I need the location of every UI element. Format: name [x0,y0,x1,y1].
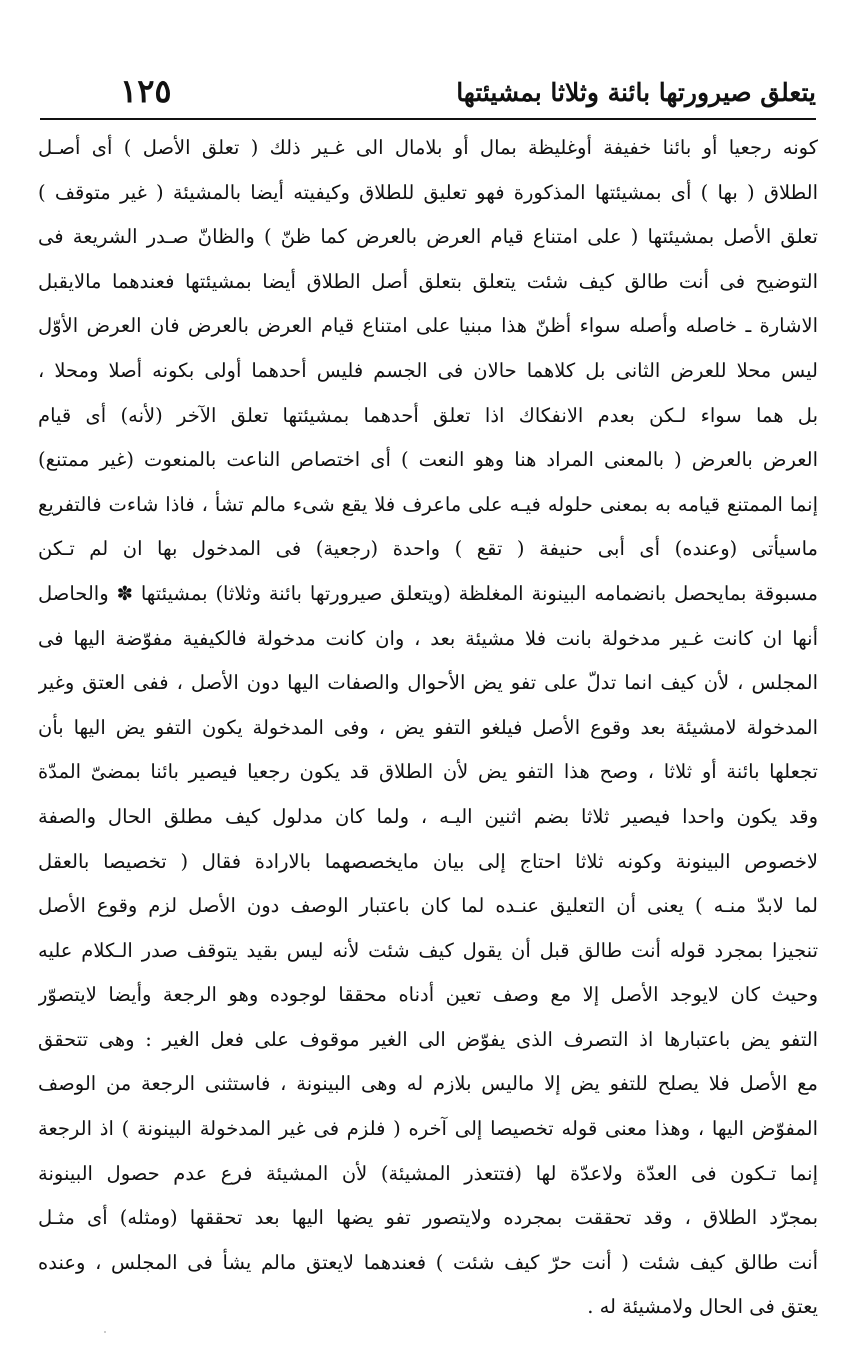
text-line: تنجيزا بمجرد قوله أنت طالق قبل أن يقول كيف شئت لأنه ليس بقيد يتوقف صدر الـكلام عليه [38,938,818,962]
text-line-last: يعتق فى الحال ولامشيئة له . [587,1295,818,1319]
text-line: ليس محلا للعرض الثانى بل كلاهما حالان فى الجسم فليس أحدهما أولى بكونه أصلا ومحلا ، [38,358,818,382]
scan-speck [104,1331,106,1333]
text-line: المجلس ، لأن كيف انما تدلّ على تفو يض الأحوال والصفات اليها دون الأصل ، ففى العتق وغير [38,671,818,695]
text-line: المدخولة لامشيئة بعد وقوع الأصل فيلغو التفو يض ، وفى المدخولة يكون التفو يض اليها بأن [38,715,818,739]
text-line: أنت طالق كيف شئت ( أنت حرّ كيف شئت ) فعندهما لايعتق مالم يشأ فى المجلس ، وعنده [38,1250,818,1274]
text-line: مسبوقة بمايحصل بانضمامه البينونة المغلظة (ويتعلق صيرورتها بائنة وثلاثا) بمشيئتها ✽ والحاصل [38,581,818,605]
page-number: ١٢٥ [120,72,172,110]
header-rule [40,118,816,120]
text-line: إنما تـكون فى العدّة ولاعدّة لها (فتتعذر المشيئة) لأن المشيئة فرع عدم حصول البينونة [38,1161,818,1185]
text-line: إنما الممتنع قيامه به بمعنى حلوله فيـه على ماعرف فلا يقع شىء مالم تشأ ، فاذا شاءت فالتفريع [38,492,818,516]
text-line: تجعلها بائنة أو ثلاثا ، وصح هذا التفو يض لأن الطلاق قد يكون رجعيا فيصير بائنا بمضىّ المدّة [38,760,818,784]
text-line: لاخصوص البينونة وكونه ثلاثا احتاج إلى بيان مايخصصهما بالارادة فقال ( تخصيصا بالعقل [38,849,818,873]
text-line: وقد يكون واحدا فيصير ثلاثا بضم اثنين اليـه ، ولما كان مدلول كيف مطلق الحال والصفة [38,804,818,828]
text-line: وحيث كان لايوجد الأصل إلا مع وصف تعين أدناه محققا لوجوده وهو الرجعة وأيضا لايتصوّر [38,983,818,1007]
text-line: العرض بالعرض ( بالمعنى المراد هنا وهو النعت ) أى اختصاص الناعت بالمنعوت (غير ممتنع) [38,448,818,472]
text-line: التفو يض باعتبارها اذ التصرف الذى يفوّض الى الغير موقوف على فعل الغير : وهى تتحقق [38,1027,818,1051]
text-line: بمجرّد الطلاق ، وقد تحققت بمجرده ولايتصور تفو يضها اليها بعد تحققها (ومثله) أى مثـل [38,1206,818,1230]
text-line: كونه رجعيا أو بائنا خفيفة أوغليظة بمال أو بلامال الى غـير ذلك ( تعلق الأصل ) أى أصـل [38,136,818,159]
text-line: بل هما سواء لـكن بعدم الانفكاك اذا تعلق أحدهما بمشيئتها تعلق الآخر (لأنه) أى قيام [38,403,818,427]
text-line: تعلق الأصل بمشيئتها ( على امتناع قيام العرض بالعرض كما ظنّ ) والظانّ صـدر الشريعة فى [38,225,818,249]
text-line: ماسيأتى (وعنده) أى أبى حنيفة ( تقع ) واحدة (رجعية) فى المدخول بها ان لم تـكن [38,537,818,561]
page-body [38,126,818,1330]
text-line: مع الأصل فلا يصلح للتفو يض إلا ماليس بلازم له وهى البينونة ، فاستثنى الرجعة من الوصف [38,1072,818,1096]
text-line: المفوّض اليها ، وهذا معنى قوله تخصيصا إلى آخره ( فلزم فى غير المدخولة البينونة ) اذ الرجعة [38,1117,818,1141]
text-line: أنها ان كانت غـير مدخولة بانت فلا مشيئة بعد ، وان كانت مدخولة فالكيفية مفوّضة اليها فى [38,626,818,650]
text-line: الاشارة ـ خاصله وأصله سواء أظنّ هذا مبنيا على امتناع قيام العرض بالعرض فان العرض الأوّل [38,314,818,338]
text-line: التوضيح فى أنت طالق كيف شئت يتعلق بتعلق أصل الطلاق أيضا بمشيئتها فعندهما مالايقبل [38,269,818,293]
text-line: الطلاق ( بها ) أى بمشيئتها المذكورة فهو تعليق للطلاق وكيفيته أيضا بالمشيئة ( غير متوقف ) [38,180,818,204]
running-head: يتعلق صيرورتها بائنة وثلاثا بمشيئتها [456,78,816,107]
text-line: لما لابدّ منـه ) يعنى أن التعليق عنـده لما كان باعتبار الوصف دون الأصل لزم وقوع الأصل [38,894,818,918]
page-header [40,72,816,112]
